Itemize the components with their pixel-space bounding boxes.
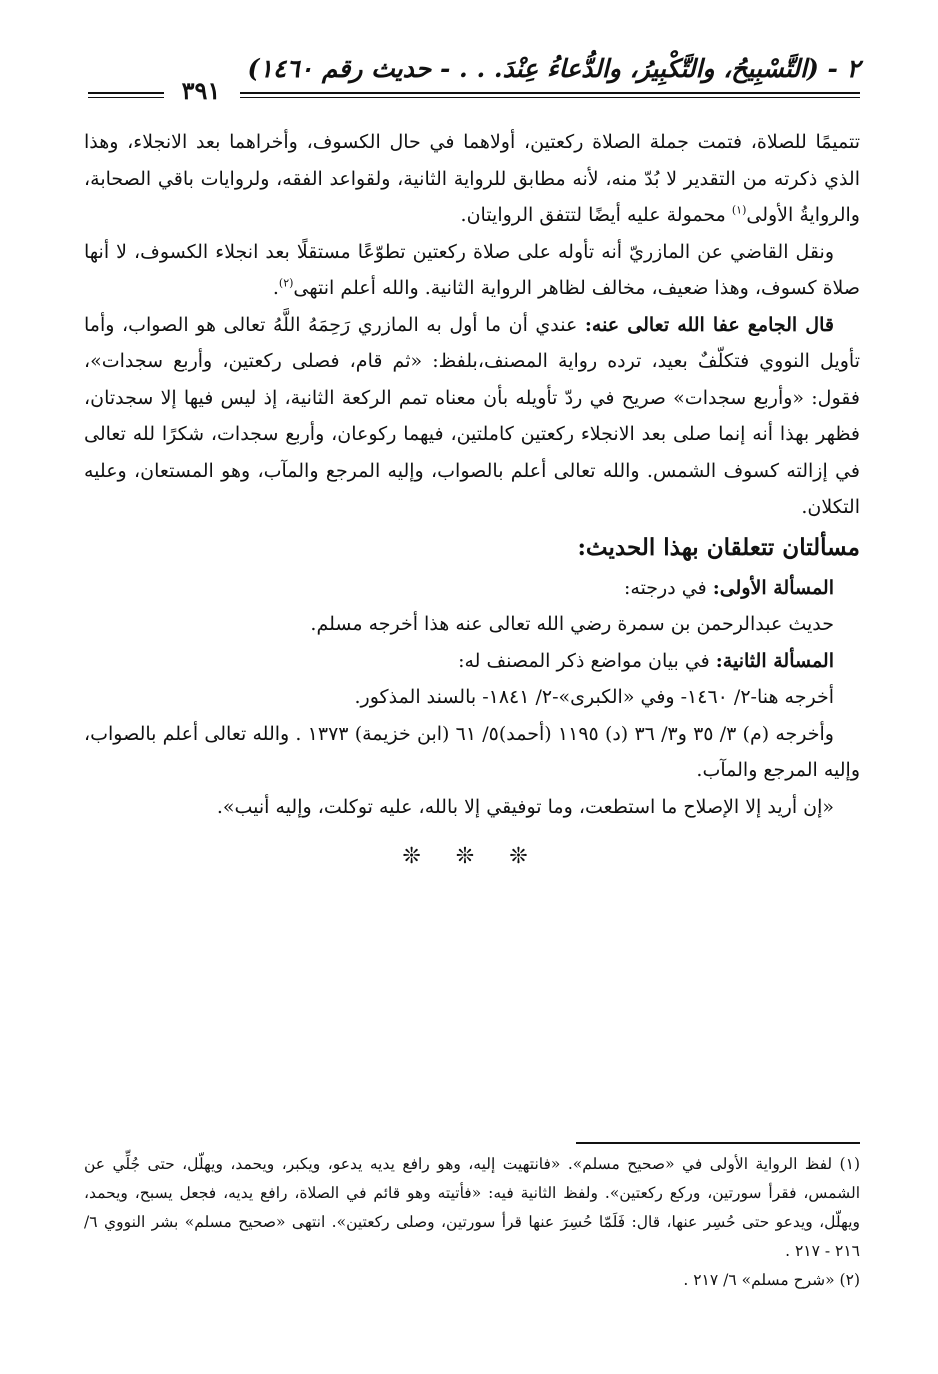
running-header <box>88 48 860 110</box>
question-1-body: حديث عبدالرحمن بن سمرة رضي الله تعالى عنه هذا أخرجه مسلم. <box>310 613 834 635</box>
closing-quote: «إن أريد إلا الإصلاح ما استطعت، وما توفيقي إلا بالله، عليه توكلت، وإليه أنيب». <box>216 795 834 818</box>
author-comment-lead: قال الجامع عفا الله تعالى عنه: <box>584 313 834 336</box>
question-1-label: المسألة الأولى: <box>712 576 834 599</box>
section-end-stars: ❊ ❊ ❊ <box>402 844 542 869</box>
footnote-separator <box>576 1142 860 1144</box>
footnote-2: (٢) «شرح مسلم» ٦/ ٢١٧ . <box>683 1271 860 1289</box>
question-2-label: المسألة الثانية: <box>715 649 834 672</box>
question-2: المسألة الثانية: في بيان مواضع ذكر المصنف له: <box>458 649 834 672</box>
header-title: ٢ - (التَّسْبِيحُ، والتَّكْبِيرُ، والدُّعاءُ عِنْدَ. . . - حديث رقم ١٤٦٠) <box>247 54 860 83</box>
footnote-ref-2[interactable]: (٢) <box>278 276 294 290</box>
header-rule-short <box>88 92 164 98</box>
paragraph-1: تتميمًا للصلاة، فتمت جملة الصلاة ركعتين، أولاهما في حال الكسوف، وأخراهما بعد الانجلاء، وهذا الذي ذكرته من التقدير لا بُدّ منه، لأنه مطابق للرواية الثانية، ولقواعد الفقه، ولروايات باقي الصحابة، والروايةُ الأولى$^{(١)}$ محمولة عليه أيضًا لتتفق الروايتان. <box>84 131 860 226</box>
footnote-1: (١) لفظ الرواية الأولى في «صحيح مسلم». «فانتهيت إليه، وهو رافع يديه يدعو، ويكبر، ويحمد، ويهلّل، حتى جُلِّي عن الشمس، فقرأ سورتين، وركع ركعتين». ولفظ الثانية فيه: «فأتيته وهو قائم في الصلاة، رافع يديه، فجعل يسبح، ويحمد، ويهلّل، ويدعو حتى حُسِر عنها، قال: فَلَمّا حُسِرَ عنها قرأ سورتين، وصلى ركعتين». انتهى «صحيح مسلم» بشر النووي ٦/ ٢١٦ - ٢١٧ . <box>84 1155 860 1260</box>
footnotes <box>84 1150 860 1295</box>
paragraph-3: قال الجامع عفا الله تعالى عنه: عندي أن ما أول به المازري رَحِمَهُ اللَّهُ تعالى هو الصواب، وأما تأويل النووي فتكلّفٌ بعيد، ترده رواية المصنف،بلفظ: «ثم قام، فصلى ركعتين، وأربع سجدات»، فقول: «وأربع سجدات» صريح في ردّ تأويله بأن معناه تمم الركعة الثانية، إذ ليس فيها إلا سجدتان، فظهر بهذا أنه إنما صلى بعد الانجلاء ركعتين كاملتين، فيهما ركوعان، وأربع سجدات، شكرًا لله تعالى في إزالته كسوف الشمس. والله تعالى أعلم بالصواب، وإليه المرجع والمآب، وهو المستعان، وعليه التكلان. <box>84 313 860 518</box>
question-2-body-1: أخرجه هنا-٢/ ١٤٦٠- وفي «الكبرى»-٢/ ١٨٤١- بالسند المذكور. <box>354 686 834 708</box>
page-number: ٣٩١ <box>181 76 221 105</box>
header-rule <box>240 92 860 98</box>
question-2-body-2: وأخرجه (م) ٣/ ٣٥ و٣/ ٣٦ (د) ١١٩٥ (أحمد)٥/ ٦١ (ابن خزيمة) ١٣٧٣ . والله تعالى أعلم بالصواب، وإليه المرجع والمآب. <box>84 722 860 781</box>
main-text <box>84 124 860 876</box>
paragraph-2: ونقل القاضي عن المازريّ أنه تأوله على صلاة ركعتين تطوّعًا مستقلًا بعد انجلاء الكسوف، لا أنها صلاة كسوف، وهذا ضعيف، مخالف لظاهر الرواية الثانية. والله أعلم انتهى$^{(٢)}$. <box>84 240 860 299</box>
section-heading: مسألتان تتعلقان بهذا الحديث: <box>577 533 860 561</box>
footnote-ref-1[interactable]: (١) <box>731 203 747 217</box>
question-1: المسألة الأولى: في درجته: <box>623 576 834 599</box>
